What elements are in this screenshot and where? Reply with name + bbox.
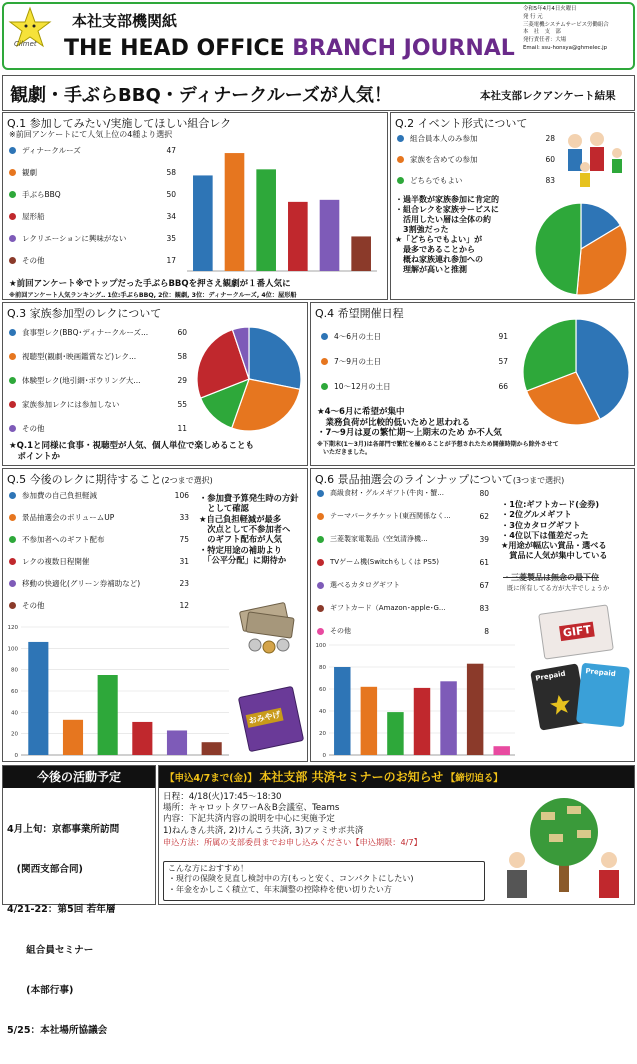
seminar-date: 日程：4/18(火)17:45～18:30 — [163, 792, 282, 802]
legend-item — [321, 358, 381, 366]
legend-label: その他 — [22, 424, 45, 433]
seminar-recommend-box — [163, 861, 485, 901]
legend-label: レクリエーションに興味がない — [22, 234, 127, 243]
legend-label: レクの複数日程開催 — [22, 557, 90, 566]
schedule-title: 今後の活動予定 — [3, 766, 155, 788]
legend-item — [317, 490, 444, 497]
seminar-products: 1)ねんきん共済, 2)けんこう共済, 3)ファミサポ共済 — [163, 825, 364, 836]
legend-swatch — [9, 377, 16, 384]
legend-item — [9, 353, 136, 361]
legend-item — [397, 135, 478, 143]
seminar-details — [163, 792, 422, 847]
schedule-item: 5/25：本社場所協議会 — [7, 1025, 108, 1037]
legend-item — [9, 425, 45, 433]
bar — [351, 236, 371, 271]
legend-swatch — [317, 582, 324, 589]
bar — [440, 681, 456, 755]
q4-pie-chart — [521, 317, 631, 427]
legend-item — [9, 329, 148, 337]
q2-panel — [390, 112, 635, 300]
bar — [132, 722, 152, 755]
legend-value: 29 — [177, 376, 187, 385]
header-info — [523, 6, 631, 53]
seminar-badge-left: 【申込4/7まで(金)】 — [165, 773, 257, 784]
legend-swatch — [9, 213, 16, 220]
bar — [225, 153, 245, 271]
legend-swatch — [317, 559, 324, 566]
legend-value: 50 — [166, 190, 176, 199]
y-tick-label: 20 — [319, 731, 326, 737]
legend-swatch — [321, 383, 328, 390]
legend-value: 47 — [166, 146, 176, 155]
info-branch: 本 社 支 部 — [523, 29, 561, 36]
legend-value: 106 — [174, 491, 189, 500]
legend-value: 67 — [479, 581, 489, 590]
legend-label: 景品抽選会のボリュームUP — [22, 513, 115, 522]
q3-pie-chart — [195, 325, 303, 433]
title-part-b: BRANCH JOURNAL — [292, 36, 515, 61]
y-tick-label: 20 — [11, 731, 18, 738]
legend-value: 61 — [479, 558, 489, 567]
legend-label: 4～6月の土日 — [334, 332, 382, 341]
legend-label: 視聴型(観劇･映画鑑賞など)レク... — [22, 352, 137, 361]
kicker: 本社支部機関紙 — [72, 12, 178, 30]
legend-swatch — [317, 536, 324, 543]
legend-label: 家族を含めての参加 — [410, 155, 478, 164]
schedule-item: 4/21-22：第5回 若年層 — [7, 904, 116, 916]
title-part-a: THE HEAD OFFICE — [64, 36, 293, 61]
legend-label: 移動の快適化(グリーン券補助など) — [22, 579, 141, 588]
legend-swatch — [397, 177, 404, 184]
y-tick-label: 60 — [11, 689, 18, 695]
bar — [167, 730, 187, 755]
legend-item — [9, 514, 114, 522]
q1-title: Q.1 参加してみたい/実施してほしい組合レク — [7, 117, 232, 130]
seminar-panel — [158, 765, 635, 905]
legend-value: 55 — [177, 400, 187, 409]
legend-label: ギフトカード（Amazon･apple･G... — [330, 604, 446, 612]
schedule-item: (本部行事) — [7, 984, 74, 996]
q4-note: ★4～6月に希望が集中 業務負荷が比較的低いためと思われる ・7～9月は夏の繁忙期～上期末のため か不人気 — [317, 407, 502, 439]
bar — [202, 742, 222, 755]
coins-icon — [239, 602, 294, 653]
legend-swatch — [9, 235, 16, 242]
y-tick-label: 100 — [7, 646, 18, 653]
legend-value: 17 — [166, 256, 176, 265]
legend-item — [9, 536, 105, 544]
bar — [28, 642, 48, 755]
seminar-apply: 申込方法：所属の支部委員までお申し込みください【申込期限：4/7】 — [163, 836, 422, 847]
legend-swatch — [9, 580, 16, 587]
money-tree-illustration — [497, 792, 631, 902]
legend-value: 12 — [179, 601, 189, 610]
legend-label: 不参加者へのギフト配布 — [22, 535, 105, 544]
legend-swatch — [9, 191, 16, 198]
legend-swatch — [9, 147, 16, 154]
legend-value: 57 — [498, 357, 508, 366]
legend-swatch — [9, 353, 16, 360]
info-publisher-label: 発 行 元 — [523, 13, 543, 20]
pie-slice — [249, 327, 301, 389]
legend-swatch — [9, 558, 16, 565]
q5-panel — [2, 468, 308, 762]
q6-panel — [310, 468, 635, 762]
q6-strike-note: ・三菱製品は無念の最下位 — [503, 573, 599, 582]
legend-label: 観劇 — [22, 168, 37, 177]
q3-title: Q.3 家族参加型のレクについて — [7, 307, 162, 320]
y-tick-label: 80 — [319, 665, 326, 671]
legend-value: 66 — [498, 382, 508, 391]
legend-swatch — [9, 514, 16, 521]
legend-value: 34 — [166, 212, 176, 221]
q3-panel — [2, 302, 308, 466]
pie-slice — [535, 203, 581, 295]
bar — [288, 202, 308, 271]
legend-label: その他 — [22, 601, 45, 610]
info-date: 令和5年4月4日火曜日 — [523, 6, 577, 12]
legend-swatch — [9, 169, 16, 176]
info-email[interactable]: Email: ssu-honsya@ghmelec.jp — [523, 45, 608, 52]
legend-item — [397, 177, 462, 185]
q4-legend — [321, 331, 511, 401]
bar — [493, 746, 509, 755]
legend-item — [321, 333, 381, 341]
legend-value: 62 — [479, 512, 489, 521]
legend-item — [9, 580, 140, 588]
legend-item — [317, 605, 446, 612]
q6-title-text: Q.6 景品抽選会のラインナップについて — [315, 473, 513, 486]
legend-item — [9, 558, 89, 566]
legend-label: その他 — [22, 256, 45, 265]
legend-label: 手ぶらBBQ — [22, 190, 61, 199]
recommend-title: こんな方におすすめ！ — [168, 864, 249, 873]
seminar-badge-right: 【締切迫る】 — [445, 773, 503, 784]
legend-swatch — [9, 257, 16, 264]
legend-swatch — [9, 492, 16, 499]
legend-swatch — [317, 628, 324, 635]
schedule-item: 組合員セミナー — [7, 944, 94, 956]
legend-item — [9, 257, 45, 265]
legend-item — [9, 492, 97, 500]
legend-item — [9, 377, 141, 385]
legend-label: 家族参加レクには参加しない — [22, 400, 120, 409]
legend-item — [317, 536, 428, 543]
q5-title-small: (2つまで選択) — [161, 476, 213, 485]
q5-legend — [9, 489, 189, 619]
family-illustration — [561, 127, 633, 193]
legend-item — [9, 235, 126, 243]
q1-legend — [9, 143, 189, 273]
legend-label: その他 — [330, 627, 351, 635]
y-tick-label: 40 — [319, 709, 326, 715]
legend-item — [321, 383, 391, 391]
legend-value: 60 — [177, 328, 187, 337]
y-tick-label: 0 — [322, 753, 326, 759]
money-illustration — [237, 597, 305, 657]
legend-label: ディナークルーズ — [22, 146, 81, 155]
legend-item — [397, 156, 478, 164]
recommend-item: ・年金をかしこく積立て、年末調整の控除枠を使い切りたい方 — [168, 884, 392, 894]
bar — [361, 687, 377, 755]
legend-label: 三菱製家電製品（空気清浄機... — [330, 535, 428, 543]
q6-title — [315, 471, 564, 487]
legend-label: 食事型レク(BBQ･ディナークルーズ... — [22, 328, 149, 337]
bar — [320, 200, 340, 271]
logo-text: Cilmet — [14, 40, 37, 48]
q1-note: ★前回アンケート※でトップだった手ぶらBBQを押さえ観劇が１番人気に — [9, 279, 291, 289]
q1-subtitle: ※前回アンケートにて人気上位の4種より選択 — [9, 130, 173, 139]
recommend-item: ・現行の保険を見直し検討中の方(もっと安く、コンパクトにしたい) — [168, 874, 414, 884]
journal-title — [64, 36, 515, 61]
legend-label: どちらでもよい — [410, 176, 463, 185]
legend-swatch — [317, 513, 324, 520]
q4-note-small: ※下期末(1～3月)は各部門で繁忙を極めることが予想されたため開催時期から除外させて いただきました。 — [317, 441, 559, 456]
info-union: 三菱電機システムサービス労働組合 — [523, 21, 609, 28]
legend-label: 10～12月の土日 — [334, 382, 391, 391]
legend-value: 39 — [479, 535, 489, 544]
q1-note-small: ※前回アンケート人気ランキング‥ 1位:手ぶらBBQ, 2位：観劇, 3位：ディナークルーズ, 4位：屋形船 — [9, 292, 297, 299]
legend-item — [317, 559, 439, 566]
bar — [63, 720, 83, 755]
legend-label: 高級食材・グルメギフト(牛肉・蟹... — [330, 489, 444, 497]
legend-swatch — [9, 401, 16, 408]
legend-value: 58 — [166, 168, 176, 177]
gift-star-icon — [546, 691, 574, 719]
legend-swatch — [397, 135, 404, 142]
q2-pie-chart — [531, 201, 631, 297]
legend-label: 屋形船 — [22, 212, 45, 221]
seminar-place: 場所：キャロットタワーA＆B会議室、Teams — [163, 803, 340, 814]
legend-swatch — [9, 536, 16, 543]
money-tree-icon — [507, 798, 619, 898]
legend-value: 11 — [177, 424, 187, 433]
q1-panel — [2, 112, 388, 300]
gift-box-illustration — [238, 686, 304, 752]
legend-value: 28 — [545, 134, 555, 143]
q6-legend — [317, 487, 495, 637]
bar — [414, 688, 430, 755]
legend-label: TVゲーム機(Switchもしくは PS5) — [330, 558, 440, 566]
q1-bar-chart — [185, 143, 381, 275]
legend-label: 体験型レク(地引網･ボウリング大... — [22, 376, 141, 385]
legend-value: 8 — [484, 627, 489, 636]
q4-panel — [310, 302, 635, 466]
legend-label: テーマパークチケット(東西関係なく... — [330, 512, 451, 520]
q5-title-text: Q.5 今後のレクに期待すること — [7, 473, 162, 486]
q2-title: Q.2 イベント形式について — [395, 117, 528, 130]
gift-card-illustration — [538, 604, 614, 659]
q6-bar-chart — [313, 639, 519, 759]
schedule-item: (関西支部合同) — [7, 864, 83, 876]
q5-title — [7, 471, 213, 487]
legend-value: 60 — [545, 155, 555, 164]
q6-note: ・1位:ギフトカード(金券) ・2位グルメギフト ・3位カタログギフト ・4位以下は僅差だった ★用途が幅広い賞品・選べる 賞品に人気が集中している — [501, 499, 608, 561]
legend-swatch — [9, 602, 16, 609]
q5-bar-chart — [5, 621, 233, 759]
legend-item — [9, 147, 81, 155]
legend-swatch — [317, 490, 324, 497]
banner-title: 観劇・手ぶらBBQ・ディナークルーズが人気！ — [10, 85, 392, 106]
seminar-content: 内容：下記共済内容の説明を中心に実施予定 — [163, 814, 335, 825]
legend-swatch — [9, 425, 16, 432]
legend-value: 31 — [179, 557, 189, 566]
legend-value: 80 — [479, 489, 489, 498]
legend-value: 23 — [179, 579, 189, 588]
q2-note: ・過半数が家族参加に肯定的 ・組合レクを家族サービスに 活用したい層は全体の約 3割強だった ★「どちらでもよい」が 最多であることから 概ね家族連れ参加への 理解が高いと推測 — [395, 195, 499, 274]
family-icon — [568, 132, 622, 187]
legend-item — [9, 213, 45, 221]
y-tick-label: 120 — [7, 625, 18, 631]
legend-item — [9, 169, 37, 177]
seminar-title: 本社支部 共済セミナーのお知らせ — [259, 770, 444, 784]
legend-value: 33 — [179, 513, 189, 522]
info-editor: 発行責任者：大場 — [523, 37, 567, 44]
legend-item — [317, 582, 400, 589]
legend-item — [9, 191, 61, 199]
legend-item — [317, 513, 451, 520]
gift-box-label: おみやげ — [246, 708, 284, 728]
legend-label: 選べるカタログギフト — [330, 581, 400, 589]
legend-item — [317, 628, 351, 635]
prepaid-card-blue-label: Prepaid — [584, 667, 617, 679]
y-tick-label: 80 — [11, 667, 18, 674]
schedule-list — [7, 796, 119, 1064]
legend-label: 参加費の自己負担軽減 — [22, 491, 97, 500]
q6-title-small: (3つまで選択) — [512, 476, 565, 485]
bar — [334, 667, 350, 755]
prepaid-card-blue — [576, 663, 630, 728]
legend-swatch — [9, 329, 16, 336]
schedule-panel — [2, 765, 156, 1037]
legend-value: 83 — [479, 604, 489, 613]
q3-legend — [9, 325, 189, 435]
legend-swatch — [321, 333, 328, 340]
legend-swatch — [321, 358, 328, 365]
seminar-header — [159, 766, 634, 788]
bar — [387, 712, 403, 755]
bar — [98, 675, 118, 755]
bar — [256, 169, 276, 271]
gift-card-label: GIFT — [559, 622, 595, 642]
legend-value: 75 — [179, 535, 189, 544]
legend-swatch — [317, 605, 324, 612]
legend-item — [9, 602, 45, 610]
y-tick-label: 100 — [315, 643, 326, 649]
banner-sub: 本社支部レクアンケート結果 — [480, 90, 616, 102]
legend-swatch — [397, 156, 404, 163]
q4-title: Q.4 希望開催日程 — [315, 307, 404, 320]
q2-legend — [397, 133, 557, 203]
legend-label: 7～9月の土日 — [334, 357, 382, 366]
schedule-item: 4月上旬：京都事業所訪問 — [7, 823, 120, 835]
bar — [193, 175, 213, 271]
legend-value: 91 — [498, 332, 508, 341]
y-tick-label: 40 — [11, 710, 18, 717]
q5-note: ・参加費予算発生時の方針 として確認 ★自己負担軽減が最多 次点として不参加者へ のギフト配布が人気 ・特定用途の補助より 「公平分配」に期待か — [199, 493, 299, 566]
y-tick-label: 60 — [319, 687, 326, 693]
legend-label: 組合員本人のみ参加 — [410, 134, 478, 143]
q6-strike-sub: 既に所有してる方が大半でしょうか — [507, 584, 610, 592]
bar — [467, 664, 483, 755]
prepaid-card-dark-label: Prepaid — [534, 669, 567, 683]
legend-value: 58 — [177, 352, 187, 361]
legend-value: 83 — [545, 176, 555, 185]
legend-item — [9, 401, 119, 409]
legend-value: 35 — [166, 234, 176, 243]
q3-note: ★Q.1と同様に食事・視聴型が人気、個人単位で楽しめることも ポイントか — [9, 441, 254, 462]
y-tick-label: 0 — [14, 753, 18, 759]
